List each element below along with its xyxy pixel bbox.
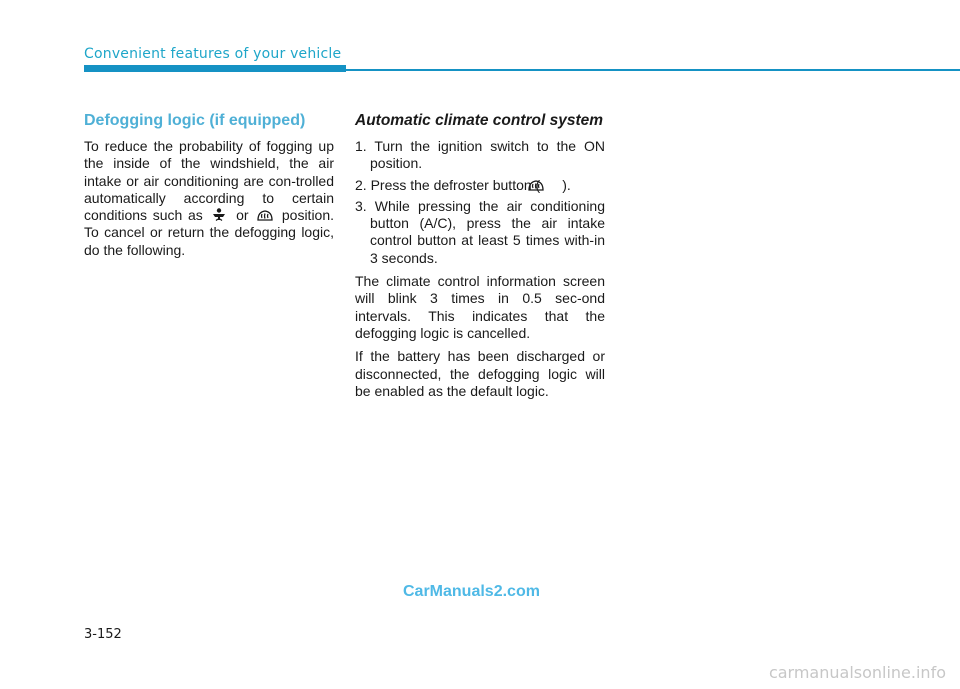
header-section-title: Convenient features of your vehicle (84, 46, 342, 62)
site-watermark: CarManuals2.com (403, 583, 540, 600)
defogging-logic-heading: Defogging logic (if equipped) (84, 112, 306, 129)
climate-control-heading: Automatic climate control system (355, 112, 604, 129)
right-column (355, 112, 605, 406)
page-number: 3-152 (84, 627, 122, 642)
defogging-logic-paragraph (84, 138, 334, 259)
header-rule-thick (84, 65, 346, 72)
step-text-before-icon: 2. Press the defroster button ( (355, 176, 541, 193)
header-rule-thin (346, 69, 960, 71)
defroster-icon (256, 208, 274, 222)
paragraph-text-part2: position. To cancel or return the defogging logic, do the following. (84, 207, 335, 258)
defroster-icon (542, 178, 560, 192)
left-column (84, 112, 334, 265)
floor-defrost-mode-icon (210, 208, 228, 222)
battery-info-paragraph: If the battery has been discharged or disconnected, the defogging logic will be enabled as the default logic. (355, 348, 605, 399)
paragraph-text-part1: To reduce the probability of fogging up the inside of the windshield, the air intake or air conditioning are con-trolled automatically according to certain conditions such as (84, 138, 334, 224)
step-item (355, 177, 605, 194)
footer-watermark: carmanualsonline.info (768, 663, 946, 682)
blink-info-paragraph: The climate control information screen will blink 3 times in 0.5 sec-ond intervals. This indicates that the defogging logic is cancelled. (355, 273, 605, 341)
steps-list (355, 138, 605, 267)
step-text-after-icon: ). (562, 176, 571, 193)
step-item: 1. Turn the ignition switch to the ON position. (355, 138, 605, 172)
step-item: 3. While pressing the air conditioning button (A/C), press the air intake control button at least 5 times with-in 3 seconds. (355, 197, 605, 266)
connector-text: or (236, 207, 249, 224)
